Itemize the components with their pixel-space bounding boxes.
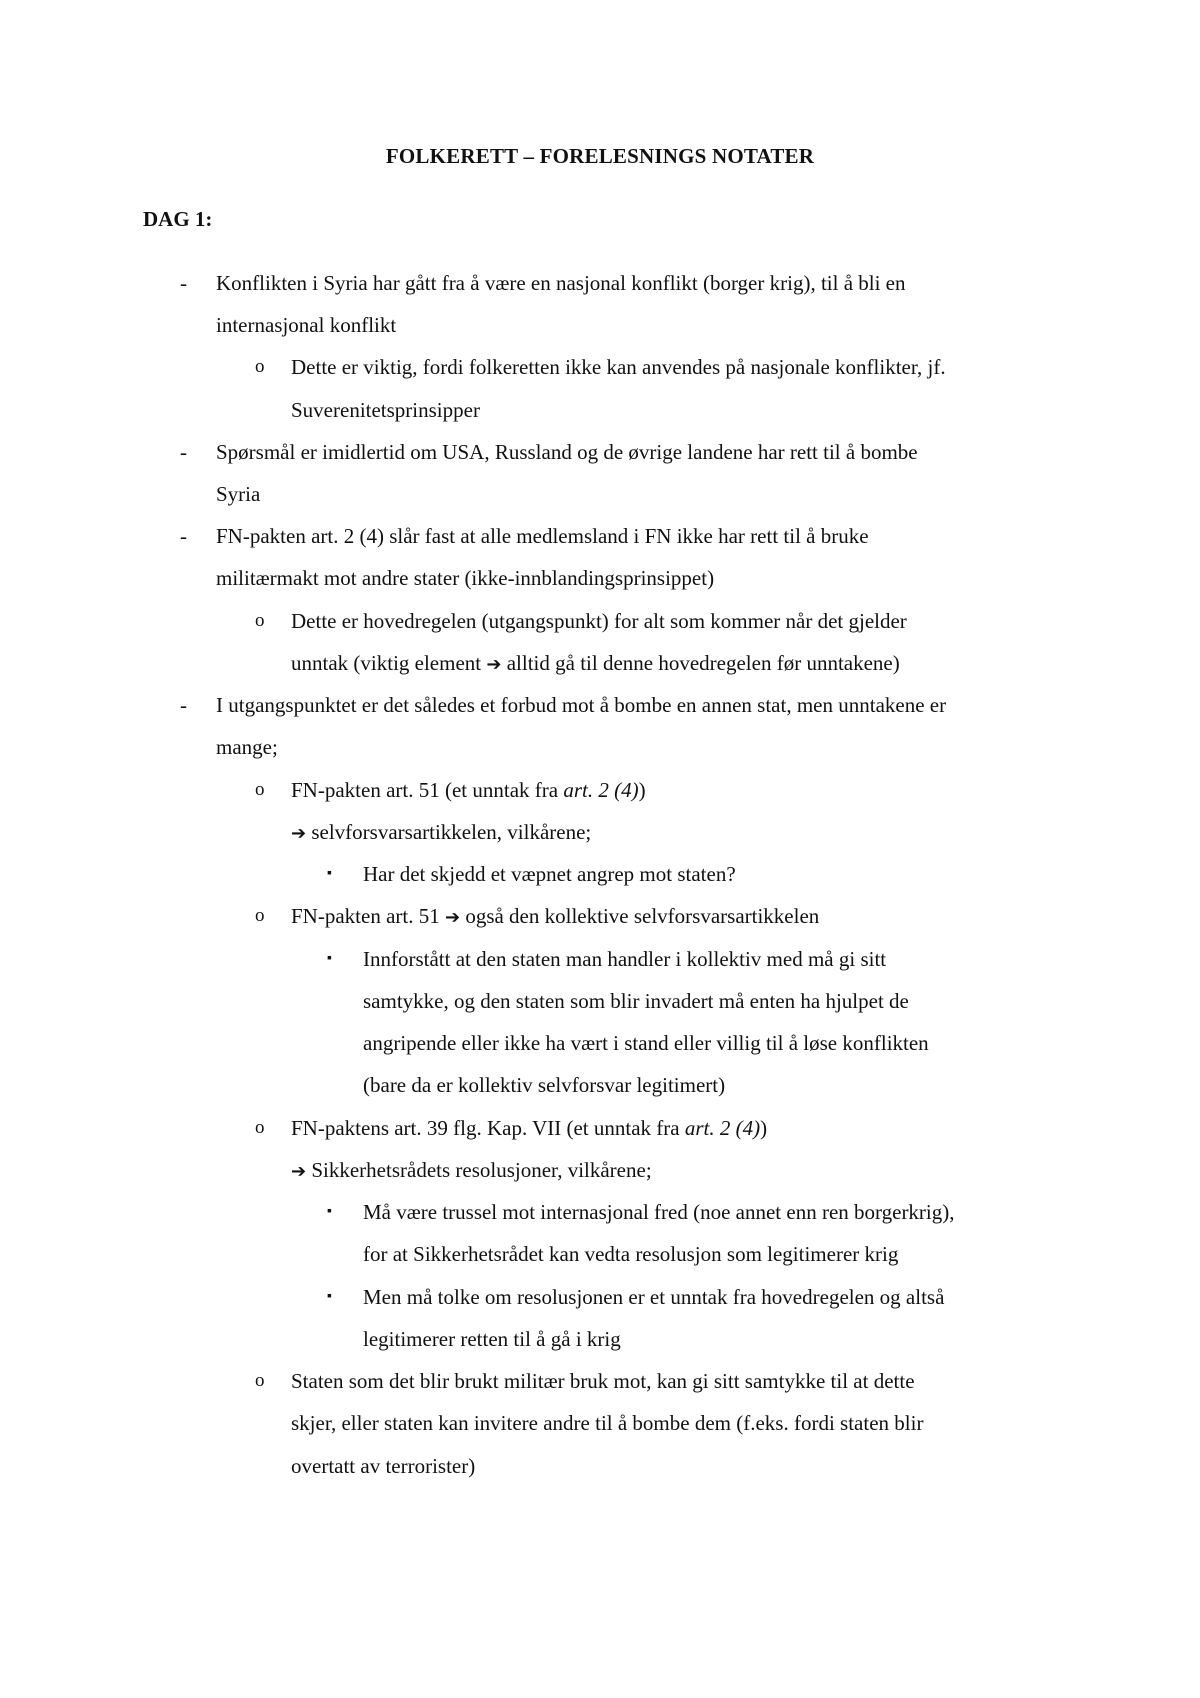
list-item-text: overtatt av terrorister) bbox=[291, 1454, 476, 1478]
list-item-text: Konflikten i Syria har gått fra å være en nasjonal konflikt (borger krig), til å bli en bbox=[216, 271, 906, 295]
article-reference: art. 2 (4) bbox=[684, 1116, 761, 1140]
circle-bullet: o bbox=[255, 905, 265, 926]
list-item-text bbox=[291, 775, 646, 805]
circle-bullet: o bbox=[255, 1117, 265, 1138]
text-segment: selvforsvarsartikkelen, vilkårene; bbox=[311, 820, 592, 844]
list-item-text: Men må tolke om resolusjonen er et unntak fra hovedregelen og altså bbox=[363, 1285, 945, 1309]
list-item-text bbox=[291, 1155, 652, 1187]
text-segment: ) bbox=[760, 1116, 768, 1140]
list-item-text: internasjonal konflikt bbox=[216, 313, 397, 337]
text-segment: unntak (viktig element bbox=[291, 651, 482, 675]
list-item-text: for at Sikkerhetsrådet kan vedta resolusjon som legitimerer krig bbox=[363, 1242, 899, 1266]
right-arrow-icon: ➔ bbox=[291, 1161, 307, 1182]
list-item-text: militærmakt mot andre stater (ikke-innblandingsprinsippet) bbox=[216, 566, 715, 590]
document-title: FOLKERETT – FORELESNINGS NOTATER bbox=[385, 144, 815, 168]
square-bullet: ▪ bbox=[327, 1289, 332, 1304]
list-item-text bbox=[291, 1113, 767, 1143]
dash-bullet: - bbox=[180, 271, 187, 295]
list-item-text: mange; bbox=[216, 735, 278, 759]
list-item-text: (bare da er kollektiv selvforsvar legitimert) bbox=[363, 1073, 726, 1097]
circle-bullet: o bbox=[255, 356, 265, 377]
text-segment: også den kollektive selvforsvarsartikkelen bbox=[465, 904, 820, 928]
list-item-text: Har det skjedd et væpnet angrep mot staten? bbox=[363, 862, 736, 886]
list-item-text: Spørsmål er imidlertid om USA, Russland og de øvrige landene har rett til å bombe bbox=[216, 440, 918, 464]
square-bullet: ▪ bbox=[327, 951, 332, 966]
text-segment: FN-paktens art. 39 flg. Kap. VII (et unntak fra bbox=[291, 1116, 680, 1140]
square-bullet: ▪ bbox=[327, 866, 332, 881]
list-item-text: Dette er hovedregelen (utgangspunkt) for alt som kommer når det gjelder bbox=[291, 609, 907, 633]
list-item-text: Dette er viktig, fordi folkeretten ikke kan anvendes på nasjonale konflikter, jf. bbox=[291, 355, 946, 379]
text-segment: FN-pakten art. 51 bbox=[291, 904, 440, 928]
list-item-text bbox=[291, 648, 900, 680]
list-item-text: skjer, eller staten kan invitere andre til å bombe dem (f.eks. fordi staten blir bbox=[291, 1411, 924, 1435]
dash-bullet: - bbox=[180, 440, 187, 464]
list-item-text: FN-pakten art. 2 (4) slår fast at alle medlemsland i FN ikke har rett til å bruke bbox=[216, 524, 869, 548]
text-segment: FN-pakten art. 51 (et unntak fra bbox=[291, 778, 559, 802]
right-arrow-icon: ➔ bbox=[486, 654, 502, 675]
day-heading: DAG 1: bbox=[143, 207, 213, 231]
list-item-text: Syria bbox=[216, 482, 261, 506]
text-segment: ) bbox=[638, 778, 646, 802]
text-segment: Sikkerhetsrådets resolusjoner, vilkårene; bbox=[311, 1158, 652, 1182]
text-segment: alltid gå til denne hovedregelen før unntakene) bbox=[506, 651, 900, 675]
circle-bullet: o bbox=[255, 1370, 265, 1391]
list-item-text: angripende eller ikke ha vært i stand eller villig til å løse konflikten bbox=[363, 1031, 929, 1055]
circle-bullet: o bbox=[255, 610, 265, 631]
right-arrow-icon: ➔ bbox=[444, 907, 461, 928]
list-item-text: Innforstått at den staten man handler i kollektiv med må gi sitt bbox=[363, 947, 887, 971]
square-bullet: ▪ bbox=[327, 1204, 332, 1219]
list-item-text: I utgangspunktet er det således et forbud mot å bombe en annen stat, men unntakene er bbox=[216, 693, 947, 717]
list-item-text: legitimerer retten til å gå i krig bbox=[363, 1327, 621, 1351]
dash-bullet: - bbox=[180, 693, 187, 717]
list-item-text: Må være trussel mot internasjonal fred (noe annet enn ren borgerkrig), bbox=[363, 1200, 955, 1224]
right-arrow-icon: ➔ bbox=[291, 823, 307, 844]
list-item-text: Suverenitetsprinsipper bbox=[291, 398, 480, 422]
list-item-text bbox=[291, 901, 819, 933]
circle-bullet: o bbox=[255, 779, 265, 800]
article-reference: art. 2 (4) bbox=[563, 778, 639, 802]
list-item-text: Staten som det blir brukt militær bruk mot, kan gi sitt samtykke til at dette bbox=[291, 1369, 915, 1393]
list-item-text bbox=[291, 817, 591, 849]
list-item-text: samtykke, og den staten som blir invadert må enten ha hjulpet de bbox=[363, 989, 909, 1013]
dash-bullet: - bbox=[180, 524, 187, 548]
